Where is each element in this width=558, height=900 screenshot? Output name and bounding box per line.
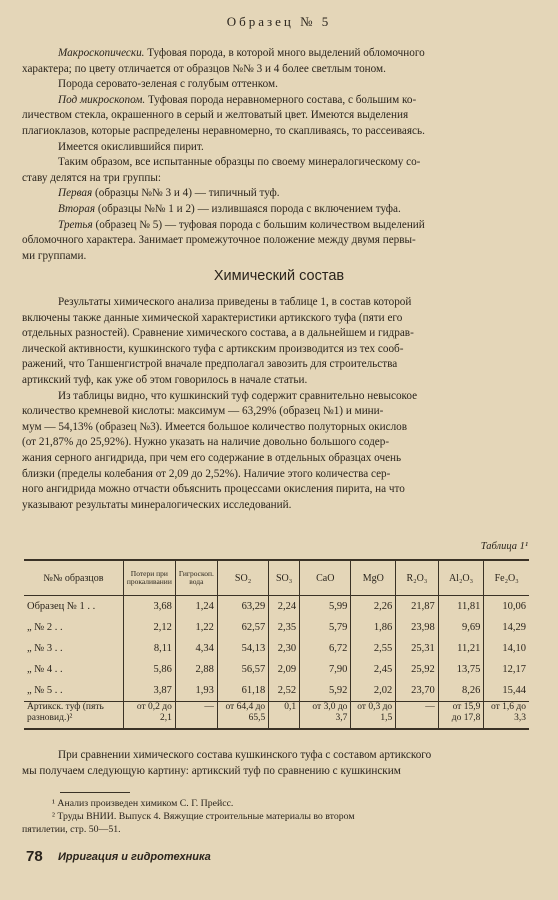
value-cell: 2,30 — [269, 638, 300, 659]
value-cell: 15,44 — [484, 680, 529, 702]
value-cell: 2,12 — [123, 617, 175, 638]
line-text: артикский туф, как уже об этом говорилось в начале статьи. — [22, 373, 308, 386]
chemistry-paragraphs — [22, 295, 528, 513]
col-header-samples: №№ образцов — [43, 572, 104, 584]
value-cell: от 1,6 до 3,3 — [484, 702, 529, 730]
value-cell: 23,70 — [396, 680, 439, 702]
value-cell: 1,86 — [351, 617, 396, 638]
text-line — [22, 295, 528, 311]
line-text: (от 21,87% до 25,92%). Нужно указать на наличие довольно большого содер- — [22, 436, 390, 449]
value-cell: 13,75 — [438, 659, 484, 680]
col-header-mgo: MgO — [351, 560, 396, 596]
value-cell: 1,24 — [175, 596, 217, 618]
text-line — [22, 451, 528, 467]
text-line — [22, 140, 528, 156]
text-line — [22, 124, 528, 140]
text-line — [22, 202, 528, 218]
value-cell: 2,52 — [269, 680, 300, 702]
italic-lead: Макроскопически. — [58, 47, 145, 59]
sample-header: Образец № 5 — [226, 14, 332, 29]
text-line — [22, 342, 528, 358]
value-cell: 21,87 — [396, 596, 439, 618]
value-cell: от 0,3 до 1,5 — [351, 702, 396, 730]
value-cell: 63,29 — [217, 596, 268, 618]
value-cell: 7,90 — [300, 659, 351, 680]
col-header-r2o3: R₂O₃ — [396, 560, 439, 596]
chemical-composition-table — [24, 559, 529, 730]
text-line — [22, 186, 528, 202]
col-header-loss: Потери при прокаливании — [123, 560, 175, 596]
value-cell: 2,55 — [351, 638, 396, 659]
text-line — [22, 77, 528, 93]
value-cell: 4,34 — [175, 638, 217, 659]
line-text: ного ангидрида можно отчасти объяснить процессами окисления пирита, на что — [22, 483, 405, 496]
table-row — [24, 596, 529, 618]
value-cell: 3,87 — [123, 680, 175, 702]
value-cell: 14,29 — [484, 617, 529, 638]
value-cell: 23,98 — [396, 617, 439, 638]
text-line — [22, 326, 528, 342]
text-line — [22, 311, 528, 327]
line-text: обломочного характера. Занимает промежуточное положение между двумя первы- — [22, 234, 416, 247]
value-cell: 11,21 — [438, 638, 484, 659]
value-cell: от 64,4 до 65,5 — [217, 702, 268, 730]
table-row — [24, 617, 529, 638]
text-line — [22, 373, 528, 389]
value-cell: 8,26 — [438, 680, 484, 702]
col-header-water: Гигроскоп. вода — [175, 560, 217, 596]
value-cell: 11,81 — [438, 596, 484, 618]
line-text: количество кремневой кислоты: максимум — 63,29% (образец №1) и мини- — [22, 405, 384, 418]
text-line — [22, 155, 528, 171]
value-cell: 2,88 — [175, 659, 217, 680]
italic-lead: Вторая — [58, 202, 96, 215]
table-row — [24, 638, 529, 659]
sample-name-cell: „ № 4 . . — [27, 664, 63, 675]
line-text: ражений, что Таншенгистрой вначале предполагал завозить для строительства — [22, 358, 398, 371]
line-text: (образцы №№ 3 и 4) — типичный туф. — [92, 187, 280, 200]
line-text: Имеется окислившийся пирит. — [58, 140, 204, 153]
value-cell: 2,26 — [351, 596, 396, 618]
text-line — [22, 389, 528, 405]
sample-name-cell: „ № 2 . . — [27, 622, 63, 633]
text-line — [22, 218, 528, 234]
value-cell: 5,86 — [123, 659, 175, 680]
italic-lead: Под микроскопом. — [58, 93, 146, 106]
footnote: пятилетии, стр. 50—51. — [22, 824, 121, 835]
col-header-al2o3: Al₂O₃ — [438, 560, 484, 596]
section-title: Химический состав — [213, 268, 345, 284]
line-text: включены также данные химической характеристики артикского туфа (пяти его — [22, 311, 403, 324]
table-row-artik — [24, 702, 529, 730]
table-row — [24, 680, 529, 702]
text-line — [22, 233, 528, 249]
sample-name-cell: „ № 3 . . — [27, 643, 63, 654]
line-text: личеством стекла, окрашенного в серый и желтоватый цвет. Имеются выделения — [22, 109, 409, 122]
italic-lead: Третья — [58, 218, 93, 231]
value-cell: 62,57 — [217, 617, 268, 638]
value-cell: 2,02 — [351, 680, 396, 702]
line-text: (образец № 5) — туфовая порода с большим количеством выделений — [92, 218, 425, 231]
text-line — [22, 467, 528, 483]
table-caption: Таблица 1¹ — [480, 541, 528, 552]
page-number: 78 — [26, 848, 43, 865]
value-cell: 5,92 — [300, 680, 351, 702]
value-cell: 14,10 — [484, 638, 529, 659]
line-text: указывают результаты минералогических исследований. — [22, 498, 292, 511]
text-line — [22, 748, 528, 764]
sample-name-cell: „ № 5 . . — [27, 685, 63, 696]
comparison-paragraph — [22, 748, 528, 779]
line-text: мум — 54,13% (образец №3). Имеется большое количество полуторных окислов — [22, 420, 408, 433]
footnote-divider — [60, 792, 130, 793]
text-line — [22, 62, 528, 78]
text-line — [22, 482, 528, 498]
col-header-so3: SO₃ — [269, 560, 300, 596]
value-cell: 2,35 — [269, 617, 300, 638]
text-line — [22, 108, 528, 124]
value-cell: 6,72 — [300, 638, 351, 659]
line-text: отдельных разностей). Сравнение химического состава, а в дальнейшем и гидрав- — [22, 327, 414, 340]
col-header-cao: CaO — [300, 560, 351, 596]
sample-name-cell: Образец № 1 . . — [27, 601, 96, 612]
value-cell: 5,99 — [300, 596, 351, 618]
line-text: мы получаем следующую картину: артикский туф по сравнению с кушкинским — [22, 764, 401, 777]
table-row — [24, 659, 529, 680]
value-cell: 8,11 — [123, 638, 175, 659]
line-text: жания серного ангидрида, при чем его содержание в отдельных образцах очень — [22, 451, 402, 464]
value-cell: — — [175, 702, 217, 730]
col-header-fe2o3: Fe₂O₃ — [484, 560, 529, 596]
value-cell: 3,68 — [123, 596, 175, 618]
sample-name-cell: Артикск. туф (пять разновид.)² — [24, 702, 123, 730]
text-line — [22, 498, 528, 514]
value-cell: 61,18 — [217, 680, 268, 702]
text-line — [22, 249, 528, 265]
value-cell: 12,17 — [484, 659, 529, 680]
value-cell: от 3,0 до 3,7 — [300, 702, 351, 730]
text-line — [22, 93, 528, 109]
line-text: ставу делятся на три группы: — [22, 171, 161, 184]
value-cell: 25,92 — [396, 659, 439, 680]
value-cell: 2,09 — [269, 659, 300, 680]
value-cell: 2,45 — [351, 659, 396, 680]
footnote: ² Труды ВНИИ. Выпуск 4. Вяжущие строительные материалы во втором — [52, 811, 355, 822]
line-text: Порода серовато-зеленая с голубым оттенком. — [58, 78, 278, 91]
value-cell: 54,13 — [217, 638, 268, 659]
line-text: Результаты химического анализа приведены в таблице 1, в состав которой — [58, 296, 412, 308]
line-text: лической активности, кушкинского туфа с артикским производится из тех сооб- — [22, 342, 404, 355]
line-text: При сравнении химического состава кушкинского туфа с составом артикского — [58, 749, 432, 761]
text-line — [22, 357, 528, 373]
line-text: ми группами. — [22, 249, 87, 262]
text-line — [22, 435, 528, 451]
sample-description — [22, 46, 528, 264]
col-header-so2: SO₂ — [217, 560, 268, 596]
line-text: Из таблицы видно, что кушкинский туф содержит сравнительно невысокое — [58, 389, 418, 402]
value-cell: 9,69 — [438, 617, 484, 638]
table-header-row — [24, 560, 529, 596]
value-cell: 1,93 — [175, 680, 217, 702]
value-cell: от 0,2 до 2,1 — [123, 702, 175, 730]
line-text: (образцы №№ 1 и 2) — излившаяся порода с включением туфа. — [95, 202, 401, 215]
text-line — [22, 420, 528, 436]
line-text: Туфовая порода, в которой много выделений обломочного — [144, 47, 425, 59]
text-line — [22, 171, 528, 187]
footnote: ¹ Анализ произведен химиком С. Г. Прейсс. — [52, 798, 234, 809]
italic-lead: Первая — [58, 187, 93, 200]
line-text: плагиоклазов, которые распределены неравномерно, то скапливаясь, то рассеиваясь. — [22, 124, 425, 137]
line-text: близки (пределы колебания от 2,09 до 2,52%). Наличие этого количества сер- — [22, 467, 391, 480]
text-line — [22, 764, 528, 780]
text-line — [22, 46, 528, 62]
value-cell: 1,22 — [175, 617, 217, 638]
value-cell: 25,31 — [396, 638, 439, 659]
text-line — [22, 404, 528, 420]
value-cell: 10,06 — [484, 596, 529, 618]
value-cell: — — [396, 702, 439, 730]
journal-title: Ирригация и гидротехника — [58, 851, 211, 863]
footnotes — [22, 797, 528, 836]
value-cell: 56,57 — [217, 659, 268, 680]
value-cell: от 15,9 до 17,8 — [438, 702, 484, 730]
line-text: Туфовая порода неравномерного состава, с большим ко- — [145, 93, 417, 106]
line-text: характера; по цвету отличается от образцов №№ 3 и 4 более светлым тоном. — [22, 62, 386, 75]
value-cell: 5,79 — [300, 617, 351, 638]
value-cell: 0,1 — [269, 702, 300, 730]
line-text: Таким образом, все испытанные образцы по своему минералогическому со- — [58, 156, 421, 169]
value-cell: 2,24 — [269, 596, 300, 618]
